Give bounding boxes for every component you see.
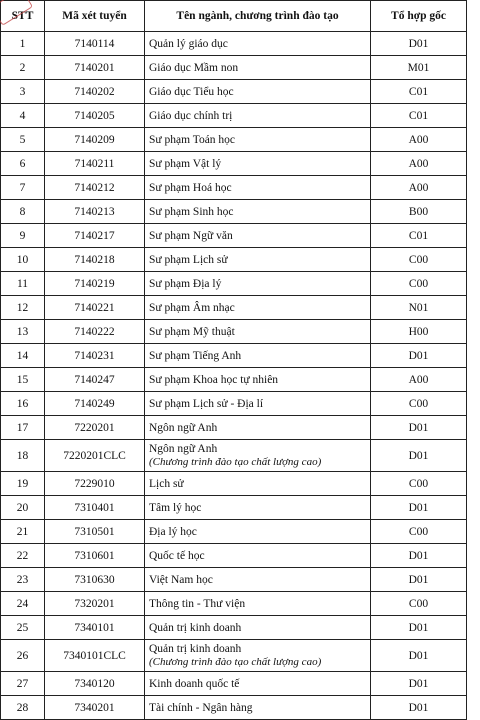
cell-to-hop: A00 (371, 368, 467, 392)
program-name: Thông tin - Thư viện (149, 597, 246, 610)
cell-ten-nganh (145, 392, 371, 416)
cell-to-hop: N01 (371, 296, 467, 320)
program-name: Sư phạm Địa lý (149, 277, 222, 290)
table-row (1, 440, 467, 472)
cell-ten-nganh (145, 440, 371, 472)
table-row (1, 152, 467, 176)
cell-ma-xet-tuyen: 7140213 (45, 200, 145, 224)
cell-ma-xet-tuyen: 7310601 (45, 544, 145, 568)
program-name: Sư phạm Mỹ thuật (149, 325, 235, 338)
cell-to-hop: C00 (371, 472, 467, 496)
table-row (1, 616, 467, 640)
program-name: Sư phạm Hoá học (149, 181, 232, 194)
cell-stt: 26 (1, 640, 45, 672)
table-row (1, 32, 467, 56)
table-row (1, 296, 467, 320)
cell-ten-nganh (145, 344, 371, 368)
cell-ten-nganh (145, 152, 371, 176)
cell-stt: 2 (1, 56, 45, 80)
cell-ten-nganh (145, 520, 371, 544)
cell-to-hop: D01 (371, 344, 467, 368)
cell-stt: 3 (1, 80, 45, 104)
program-name: Sư phạm Vật lý (149, 157, 222, 170)
table-header-row (1, 1, 467, 32)
program-name: Quản trị kinh doanh (149, 643, 242, 655)
table-row (1, 368, 467, 392)
cell-to-hop: D01 (371, 616, 467, 640)
cell-ten-nganh (145, 320, 371, 344)
cell-to-hop: A00 (371, 176, 467, 200)
cell-stt: 7 (1, 176, 45, 200)
cell-stt: 19 (1, 472, 45, 496)
cell-to-hop: C00 (371, 248, 467, 272)
cell-ten-nganh (145, 272, 371, 296)
cell-to-hop: A00 (371, 152, 467, 176)
cell-to-hop: C00 (371, 520, 467, 544)
program-name: Giáo dục chính trị (149, 109, 233, 122)
program-name: Giáo dục Mầm non (149, 61, 239, 74)
cell-ma-xet-tuyen: 7140219 (45, 272, 145, 296)
header-ten-nganh: Tên ngành, chương trình đào tạo (145, 1, 371, 32)
cell-ma-xet-tuyen: 7340101 (45, 616, 145, 640)
program-name: Sư phạm Tiếng Anh (149, 349, 242, 362)
cell-ma-xet-tuyen: 7140247 (45, 368, 145, 392)
cell-ma-xet-tuyen: 7340120 (45, 672, 145, 696)
cell-ma-xet-tuyen: 7140218 (45, 248, 145, 272)
cell-ma-xet-tuyen: 7220201CLC (45, 440, 145, 472)
cell-ma-xet-tuyen: 7229010 (45, 472, 145, 496)
cell-stt: 11 (1, 272, 45, 296)
cell-ma-xet-tuyen: 7140217 (45, 224, 145, 248)
cell-ma-xet-tuyen: 7140221 (45, 296, 145, 320)
program-name: Sư phạm Sinh học (149, 205, 234, 218)
cell-ten-nganh (145, 496, 371, 520)
cell-stt: 27 (1, 672, 45, 696)
cell-stt: 28 (1, 696, 45, 720)
cell-stt: 14 (1, 344, 45, 368)
header-stt: STT (1, 1, 45, 32)
table-row (1, 344, 467, 368)
table-row (1, 320, 467, 344)
table-row (1, 696, 467, 720)
cell-stt: 10 (1, 248, 45, 272)
cell-ma-xet-tuyen: 7140211 (45, 152, 145, 176)
cell-ma-xet-tuyen: 7140114 (45, 32, 145, 56)
cell-to-hop: D01 (371, 640, 467, 672)
cell-stt: 9 (1, 224, 45, 248)
cell-ma-xet-tuyen: 7310630 (45, 568, 145, 592)
table-row (1, 496, 467, 520)
program-name: Việt Nam học (149, 573, 213, 586)
cell-to-hop: C00 (371, 392, 467, 416)
cell-stt: 12 (1, 296, 45, 320)
cell-ten-nganh (145, 368, 371, 392)
cell-ten-nganh (145, 640, 371, 672)
cell-ma-xet-tuyen: 7320201 (45, 592, 145, 616)
program-name: Ngôn ngữ Anh (149, 421, 218, 434)
cell-to-hop: D01 (371, 416, 467, 440)
cell-ten-nganh (145, 616, 371, 640)
cell-ten-nganh (145, 568, 371, 592)
program-name: Quốc tế học (149, 549, 205, 562)
cell-ma-xet-tuyen: 7140205 (45, 104, 145, 128)
program-name: Sư phạm Lịch sử - Địa lí (149, 397, 264, 410)
cell-to-hop: C01 (371, 224, 467, 248)
cell-ten-nganh (145, 248, 371, 272)
cell-to-hop: C01 (371, 80, 467, 104)
table-row (1, 416, 467, 440)
table-row (1, 568, 467, 592)
cell-stt: 21 (1, 520, 45, 544)
program-name: Sư phạm Ngữ văn (149, 229, 233, 242)
cell-ma-xet-tuyen: 7140249 (45, 392, 145, 416)
program-name: Sư phạm Khoa học tự nhiên (149, 373, 279, 386)
table-row (1, 520, 467, 544)
cell-stt: 5 (1, 128, 45, 152)
cell-stt: 18 (1, 440, 45, 472)
cell-stt: 23 (1, 568, 45, 592)
cell-ma-xet-tuyen: 7140201 (45, 56, 145, 80)
cell-stt: 8 (1, 200, 45, 224)
cell-to-hop: A00 (371, 128, 467, 152)
cell-ma-xet-tuyen: 7340201 (45, 696, 145, 720)
table-row (1, 128, 467, 152)
cell-to-hop: D01 (371, 568, 467, 592)
cell-stt: 20 (1, 496, 45, 520)
cell-stt: 6 (1, 152, 45, 176)
cell-to-hop: C00 (371, 272, 467, 296)
cell-stt: 15 (1, 368, 45, 392)
cell-ma-xet-tuyen: 7140212 (45, 176, 145, 200)
cell-ten-nganh (145, 200, 371, 224)
program-name: Tâm lý học (149, 501, 202, 514)
table-body (1, 32, 467, 720)
cell-ten-nganh (145, 56, 371, 80)
program-name: Địa lý học (149, 525, 197, 538)
table-row (1, 104, 467, 128)
cell-to-hop: D01 (371, 496, 467, 520)
cell-stt: 24 (1, 592, 45, 616)
cell-ten-nganh (145, 672, 371, 696)
cell-ma-xet-tuyen: 7310401 (45, 496, 145, 520)
table-row (1, 80, 467, 104)
cell-ten-nganh (145, 544, 371, 568)
cell-ten-nganh (145, 32, 371, 56)
cell-to-hop: D01 (371, 32, 467, 56)
program-name: Sư phạm Âm nhạc (149, 301, 235, 314)
cell-stt: 17 (1, 416, 45, 440)
program-name: Quản trị kinh doanh (149, 621, 242, 634)
cell-ma-xet-tuyen: 7140222 (45, 320, 145, 344)
cell-stt: 22 (1, 544, 45, 568)
cell-ten-nganh (145, 104, 371, 128)
cell-to-hop: M01 (371, 56, 467, 80)
cell-to-hop: B00 (371, 200, 467, 224)
program-name: Lịch sử (149, 477, 184, 490)
cell-to-hop: C01 (371, 104, 467, 128)
cell-ten-nganh (145, 176, 371, 200)
cell-stt: 25 (1, 616, 45, 640)
cell-to-hop: C00 (371, 592, 467, 616)
table-row (1, 672, 467, 696)
cell-ten-nganh (145, 128, 371, 152)
cell-to-hop: H00 (371, 320, 467, 344)
cell-stt: 13 (1, 320, 45, 344)
table-row (1, 176, 467, 200)
cell-ma-xet-tuyen: 7140209 (45, 128, 145, 152)
cell-ten-nganh (145, 696, 371, 720)
table-row (1, 544, 467, 568)
cell-ten-nganh (145, 592, 371, 616)
cell-ma-xet-tuyen: 7140231 (45, 344, 145, 368)
table-row (1, 224, 467, 248)
table-row (1, 640, 467, 672)
cell-ma-xet-tuyen: 7310501 (45, 520, 145, 544)
cell-ma-xet-tuyen: 7140202 (45, 80, 145, 104)
cell-to-hop: D01 (371, 672, 467, 696)
cell-ten-nganh (145, 472, 371, 496)
cell-ten-nganh (145, 224, 371, 248)
cell-ma-xet-tuyen: 7340101CLC (45, 640, 145, 672)
table-row (1, 272, 467, 296)
table-row (1, 200, 467, 224)
program-note: (Chương trình đào tạo chất lượng cao) (149, 456, 322, 468)
header-ma-xet-tuyen: Mã xét tuyển (45, 1, 145, 32)
program-name: Quản lý giáo dục (149, 37, 228, 50)
cell-ten-nganh (145, 416, 371, 440)
cell-ten-nganh (145, 296, 371, 320)
table-row (1, 392, 467, 416)
program-name: Giáo dục Tiểu học (149, 85, 234, 98)
cell-to-hop: D01 (371, 696, 467, 720)
table-row (1, 248, 467, 272)
cell-ten-nganh (145, 80, 371, 104)
cell-stt: 4 (1, 104, 45, 128)
program-name: Kinh doanh quốc tế (149, 677, 240, 690)
header-to-hop: Tổ hợp gốc (371, 1, 467, 32)
cell-ma-xet-tuyen: 7220201 (45, 416, 145, 440)
program-name: Ngôn ngữ Anh (149, 443, 218, 455)
program-name: Sư phạm Lịch sử (149, 253, 228, 266)
table-row (1, 472, 467, 496)
table-row (1, 592, 467, 616)
cell-to-hop: D01 (371, 544, 467, 568)
program-name: Tài chính - Ngân hàng (149, 701, 253, 714)
cell-to-hop: D01 (371, 440, 467, 472)
program-name: Sư phạm Toán học (149, 133, 236, 146)
cell-stt: 16 (1, 392, 45, 416)
cell-stt: 1 (1, 32, 45, 56)
program-note: (Chương trình đào tạo chất lượng cao) (149, 656, 322, 668)
table-row (1, 56, 467, 80)
